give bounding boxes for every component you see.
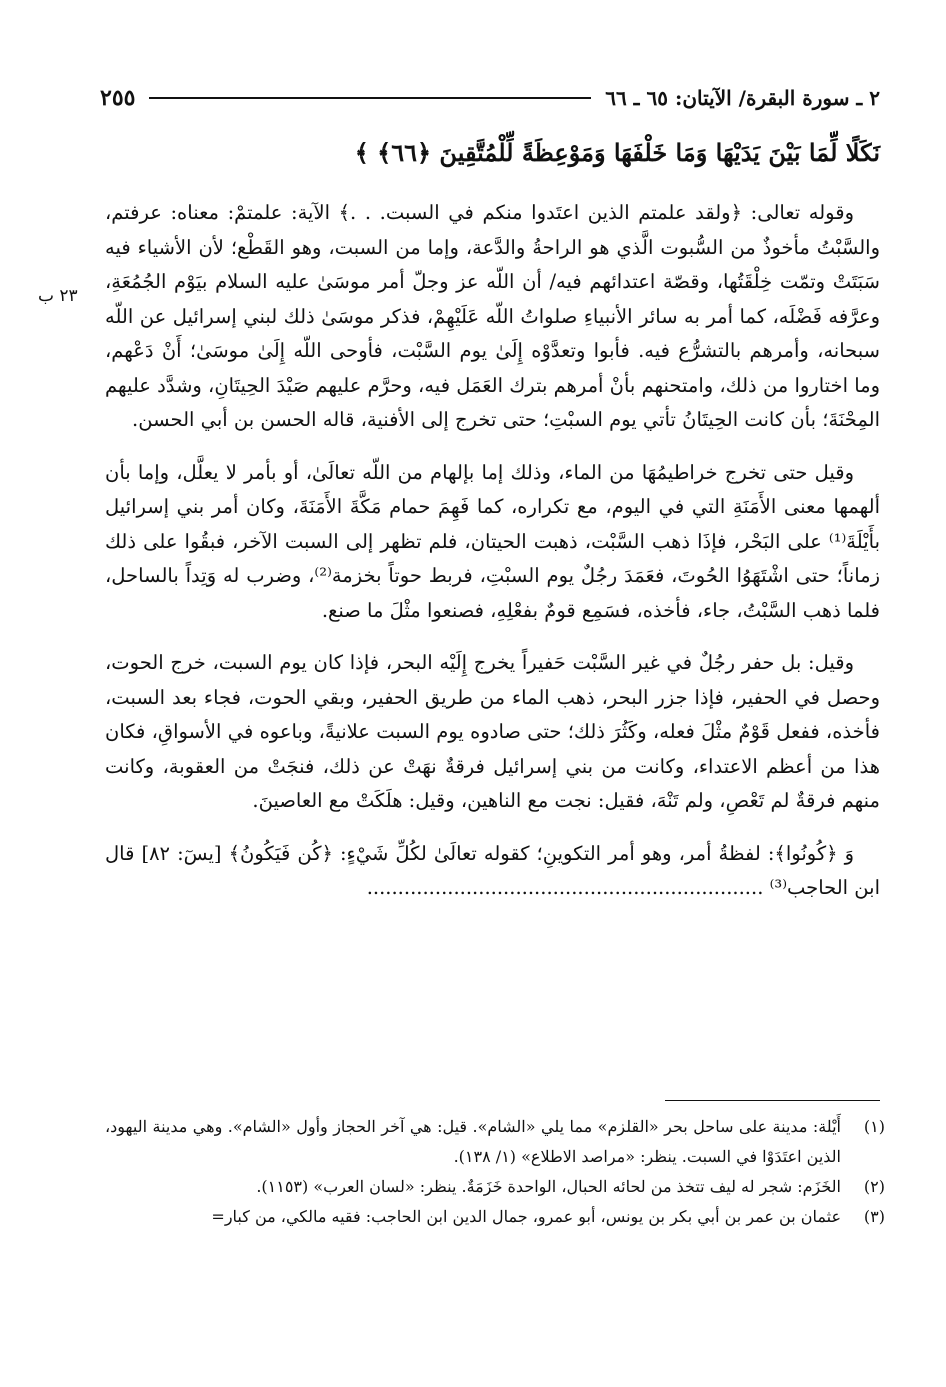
quran-verse: نَكَلًا لِّمَا بَيْنَ يَدَيْهَا وَمَا خَلْفَهَا وَمَوْعِظَةً لِّلْمُتَّقِينَ ﴿٦٦﴾ ﴾ xyxy=(354,138,880,167)
footnote xyxy=(105,1172,885,1202)
footnote xyxy=(105,1202,885,1232)
footnote xyxy=(105,1112,885,1172)
paragraph: وَ ﴿كُونُوا﴾: لفظةُ أمر، وهو أمر التكوينِ؛ كقوله تعالَىٰ لكُلِّ شَيْءٍ: ﴿كُن فَيَكُونُ﴾ [يسٓ: ٨٢] قال ابن الحاجب⁽³⁾ ................................................................ xyxy=(105,841,880,899)
footnote-text: أَيْلة: مدينة على ساحل بحر «القلزم» مما يلي «الشام». قيل: هي آخر الحجاز وأول «الشام». وهي مدينة اليهود، الذين اعتَدَوْا في السبت. ينظر: «مراصد الاطلاع» (١/ ١٣٨). xyxy=(105,1117,841,1166)
footnote-number: (٢) xyxy=(863,1177,885,1196)
main-text xyxy=(105,196,880,924)
header-rule xyxy=(149,97,591,99)
footnote-number: (٣) xyxy=(863,1207,885,1226)
footnote-number: (١) xyxy=(863,1117,885,1136)
footnotes xyxy=(105,1112,885,1232)
paragraph: وقوله تعالى: ﴿ولقد علمتم الذين اعتَدوا منكم في السبت. . .﴾ الآية: علمتمْ: معناه: عرفتم، والسَّبْتُ مأخوذٌ من السُّبوت الَّذي هو الراحةُ والدَّعة، وإما من السبت، وهو القَطْع؛ لأن الأشياء فيه سَبَتَتْ وتمّت خِلْقَتُها، وقصّة اعتدائهم فيه/ أن اللّه عز وجلّ أمر موسَىٰ عليه السلام بيَوْم الجُمُعَةِ، وعرَّفه فَضْلَه، كما أمر به سائر الأنبياءِ صلواتُ اللّه عَلَيْهِمْ، فذكر موسَىٰ ذلك لبني إسرائيل عن اللّه سبحانه، وأمرهم بالتشرُّع فيه. فأبوا وتعدَّوْه إِلَىٰ يوم السَّبْت، فأوحى اللّه إِلَىٰ موسَىٰ؛ أَنْ دَعْهم، وما اختاروا من ذلك، وامتحنهم بأنْ أمرهم بترك العَمَل فيه، وحرَّم عليهم صَيْدَ الحِيتَانِ، وشدَّد عليهم المِحْنَةَ؛ بأن كانت الحِيتَانُ تأتي يوم السبْتِ؛ حتى تخرج إلى الأفنية، قاله الحسن بن أبي الحسن. xyxy=(105,201,880,431)
page-number: ٢٥٥ xyxy=(100,85,136,111)
footnote-separator xyxy=(665,1100,880,1101)
footnote-text: عثمان بن عمر بن أبي بكر بن يونس، أبو عمرو، جمال الدين ابن الحاجب: فقيه مالكي، من كبار= xyxy=(211,1207,841,1226)
manuscript-folio-note: ٢٣ ب xyxy=(38,286,78,306)
running-header xyxy=(100,80,880,116)
paragraph: وقيل حتى تخرج خراطيمُهَا من الماء، وذلك إما بإلهام من اللّه تعالَىٰ، أو بأمر لا يعلَّل، وإما بأن ألهمها معنى الأَمَنَةِ التي في اليوم، مع تكراره، كما فَهِمَ حمام مَكَّةَ الأَمَنَةَ، وكان أمر بني إسرائيل بأَيْلَةَ⁽¹⁾ على البَحْر، فإذَا ذهب السَّبْت، ذهبت الحيتان، فلم تظهر إلى السبت الآخر، فبقُوا على ذلك زماناً؛ حتى اشْتَهَوُا الحُوتَ، فعَمَدَ رجُلٌ يوم السبْتِ، فربط حوتاً بخزمة⁽²⁾، وضرب له وَتِداً بالساحل، فلما ذهب السَّبْتُ، جاء، فأخذه، فسَمِع قومٌ بفعْلِهِ، فصنعوا مثْلَ ما صنع. xyxy=(105,460,881,622)
footnote-text: الخَزَم: شجر له ليف تتخذ من لحائه الحبال، الواحدة خَزَمَةٌ. ينظر: «لسان العرب» (١١٥٣). xyxy=(256,1177,841,1196)
paragraph: وقيل: بل حفر رجُلٌ في غير السَّبْت حَفيراً يخرج إِلَيْه البحر، فإذا كان يوم السبت، خرج الحوت، وحصل في الحفير، فإذا جزر البحر، ذهب الماء من طريق الحفير، وبقي الحوت، فجاء بعد السبت، فأخذه، ففعل قَوْمٌ مثْلَ فعله، وكَثُرَ ذلك؛ حتى صادوه يوم السبت علانيةً، وباعوه في الأسواقِ، فكان هذا من أعظم الاعتداء، وكانت من بني إسرائيل فرقةٌ نهَتْ عن ذلك، فنجَتْ من العقوبة، وكانت منهم فرقةٌ لم تَعْصِ، ولم تَنْهَ، فقيل: نجت مع الناهين، وقيل: هلَكَتْ مع العاصينَ. xyxy=(105,651,880,812)
chapter-title: ٢ ـ سورة البقرة/ الآيتان: ٦٥ ـ ٦٦ xyxy=(605,86,880,110)
